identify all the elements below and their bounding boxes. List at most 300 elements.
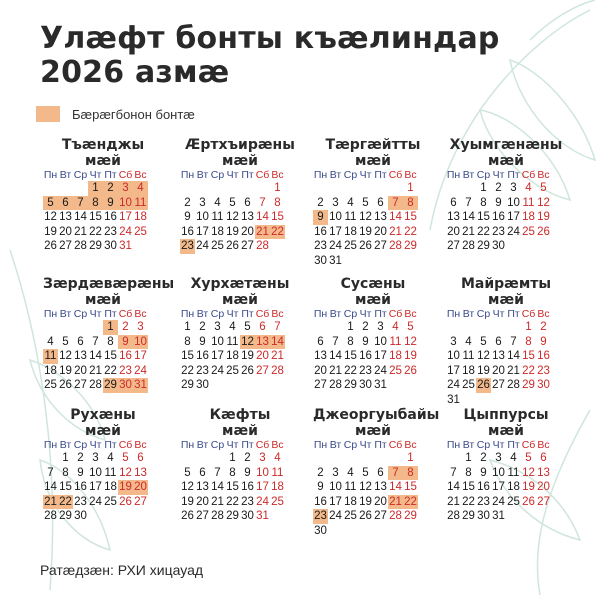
day-cell: 25	[134, 225, 147, 238]
weekday-label: Сб	[521, 308, 536, 320]
day-cell: 15	[89, 211, 102, 223]
day-cell: 30	[196, 379, 209, 391]
day-cell: 3	[199, 196, 206, 209]
day-cell: 11	[104, 466, 117, 479]
day-cell: 10	[329, 481, 342, 493]
day-cell: 15	[404, 481, 417, 493]
month-title-line: Зæрдæвæрæны	[43, 276, 175, 292]
weekday-label: Сб	[118, 308, 133, 320]
week-row	[43, 480, 163, 495]
weekday-label: Вт	[329, 439, 342, 451]
day-cell: 28	[271, 364, 284, 377]
week-row	[43, 320, 163, 335]
weekday-header	[43, 308, 163, 320]
day-cell: 24	[196, 240, 209, 252]
weekday-label: Пт	[104, 308, 117, 320]
day-cell: 5	[62, 335, 69, 348]
empty-cell	[491, 393, 506, 408]
day-cell: 9	[118, 335, 133, 350]
day-cell: 8	[184, 335, 191, 348]
month-title-line: Рухæны	[70, 407, 136, 423]
empty-cell	[388, 524, 403, 539]
weekday-header	[180, 439, 300, 451]
day-cell: 21	[271, 350, 284, 362]
empty-cell	[195, 451, 210, 466]
day-cell: 30	[241, 510, 254, 522]
empty-cell	[88, 320, 103, 335]
empty-cell	[358, 451, 373, 466]
weekday-label: Пн	[446, 308, 461, 320]
day-cell: 31	[492, 510, 505, 522]
weekday-label: Вс	[134, 169, 147, 181]
weekday-label: Вс	[404, 439, 417, 451]
empty-cell	[491, 320, 506, 335]
week-row	[43, 349, 163, 364]
day-cell: 7	[274, 321, 281, 333]
day-cell: 19	[59, 364, 72, 377]
day-cell: 22	[89, 225, 102, 238]
day-cell: 8	[62, 466, 69, 479]
month-title-line: Майрæмты	[460, 276, 552, 292]
day-cell: 9	[244, 466, 251, 479]
day-cell: 18	[271, 481, 284, 493]
day-cell: 20	[241, 225, 254, 238]
day-cell: 30	[74, 510, 87, 522]
day-cell: 2	[103, 181, 118, 196]
day-cell: 20	[314, 364, 327, 377]
day-cell: 25	[104, 495, 117, 508]
day-cell: 18	[344, 495, 357, 508]
day-cell: 7	[388, 196, 403, 211]
day-cell: 7	[259, 196, 266, 209]
day-cell: 11	[226, 335, 239, 348]
day-cell: 18	[104, 481, 117, 493]
day-cell: 31	[134, 379, 147, 391]
month-title	[180, 407, 300, 439]
day-cell: 13	[314, 350, 327, 362]
day-cell: 4	[214, 196, 221, 209]
day-cell: 9	[77, 466, 84, 479]
day-cell: 11	[344, 481, 357, 493]
day-cell: 28	[74, 240, 87, 252]
weekday-header	[180, 308, 300, 320]
weekday-label: Чт	[89, 308, 102, 320]
weekday-label: Чт	[359, 439, 372, 451]
day-cell: 29	[462, 510, 475, 522]
day-cell: 6	[199, 466, 206, 479]
month-title-line: Сусæны	[340, 276, 406, 292]
day-cell: 21	[74, 225, 87, 238]
day-cell: 5	[407, 321, 414, 333]
weekday-header	[43, 169, 163, 181]
day-cell: 23	[196, 364, 209, 377]
day-cell: 13	[374, 211, 387, 223]
day-cell: 2	[122, 321, 129, 333]
empty-cell	[358, 524, 373, 539]
day-cell: 5	[244, 321, 251, 333]
day-cell: 27	[74, 379, 87, 391]
day-cell: 6	[317, 335, 324, 348]
day-cell: 1	[347, 321, 354, 333]
legend	[36, 106, 195, 122]
day-cell: 10	[134, 335, 147, 348]
month-title-line: Кæфты	[209, 407, 271, 423]
day-cell: 21	[329, 364, 342, 377]
day-cell: 30	[314, 254, 327, 267]
day-cell: 26	[119, 495, 132, 508]
day-cell: 18	[522, 211, 535, 223]
weekday-label: Пт	[241, 439, 254, 451]
day-cell: 5	[43, 196, 58, 211]
day-cell: 19	[404, 350, 417, 362]
month-title	[446, 407, 566, 439]
day-cell: 15	[181, 350, 194, 362]
month-6	[180, 276, 300, 393]
day-cell: 6	[540, 452, 547, 464]
day-cell: 4	[347, 196, 354, 209]
week-row	[313, 509, 433, 524]
day-cell: 29	[226, 510, 239, 522]
day-cell: 29	[404, 510, 417, 522]
week-row	[313, 495, 433, 510]
empty-cell	[240, 181, 255, 196]
day-cell: 20	[74, 364, 87, 377]
day-cell: 12	[537, 196, 550, 209]
day-cell: 14	[44, 481, 57, 493]
day-cell: 19	[44, 225, 57, 238]
empty-cell	[58, 320, 73, 335]
weekday-label: Вс	[537, 308, 550, 320]
day-cell: 15	[344, 350, 357, 362]
day-cell: 6	[58, 196, 73, 211]
week-row	[313, 254, 433, 269]
day-cell: 25	[226, 364, 239, 377]
weekday-label: Вс	[271, 439, 284, 451]
empty-cell	[210, 378, 225, 393]
day-cell: 27	[537, 495, 550, 508]
day-cell: 25	[522, 225, 535, 238]
month-2	[180, 137, 300, 254]
weekday-label: Ср	[210, 308, 225, 320]
day-cell: 1	[480, 182, 487, 194]
weekday-label: Вс	[271, 169, 284, 181]
week-row	[446, 196, 566, 211]
empty-cell	[313, 451, 328, 466]
week-row	[446, 210, 566, 225]
day-cell: 9	[540, 335, 547, 348]
day-cell: 8	[88, 196, 103, 211]
weekday-label: Чт	[359, 169, 372, 181]
weekday-label: Вс	[537, 169, 550, 181]
week-row	[313, 239, 433, 254]
day-cell: 4	[229, 321, 236, 333]
month-1	[43, 137, 163, 254]
day-cell: 1	[103, 320, 118, 335]
day-cell: 24	[329, 240, 342, 252]
day-cell: 19	[522, 481, 535, 493]
weekday-label: Вт	[196, 169, 209, 181]
empty-cell	[343, 524, 358, 539]
weekday-label: Чт	[89, 439, 102, 451]
empty-cell	[373, 254, 388, 269]
empty-cell	[536, 509, 551, 524]
month-title	[446, 137, 566, 169]
day-cell: 27	[314, 379, 327, 391]
empty-cell	[388, 378, 403, 393]
weekday-label: Вс	[134, 439, 147, 451]
day-cell: 6	[259, 321, 266, 333]
day-cell: 20	[196, 495, 209, 508]
weekday-label: Ср	[73, 308, 88, 320]
day-cell: 10	[119, 196, 132, 209]
weekday-label: Вт	[59, 169, 72, 181]
day-cell: 1	[88, 181, 103, 196]
day-cell: 11	[211, 211, 224, 223]
weekday-label: Пт	[507, 308, 520, 320]
day-cell: 13	[59, 211, 72, 223]
week-row	[43, 378, 163, 393]
day-cell: 12	[181, 481, 194, 493]
weekday-label: Пт	[374, 439, 387, 451]
day-cell: 21	[211, 495, 224, 508]
day-cell: 8	[107, 335, 114, 348]
day-cell: 2	[244, 452, 251, 464]
day-cell: 28	[389, 510, 402, 522]
week-row	[43, 364, 163, 379]
week-row	[180, 196, 300, 211]
week-row	[43, 466, 163, 481]
month-title	[180, 276, 300, 308]
day-cell: 3	[118, 181, 133, 196]
day-cell: 3	[510, 182, 517, 194]
empty-cell	[358, 254, 373, 269]
week-row	[180, 480, 300, 495]
empty-cell	[461, 393, 476, 408]
empty-cell	[225, 378, 240, 393]
weekday-label: Вс	[404, 308, 417, 320]
empty-cell	[328, 181, 343, 196]
empty-cell	[536, 393, 551, 408]
day-cell: 14	[271, 335, 284, 348]
empty-cell	[373, 451, 388, 466]
month-title	[43, 407, 163, 439]
day-cell: 2	[77, 452, 84, 464]
day-cell: 2	[495, 182, 502, 194]
empty-cell	[506, 509, 521, 524]
day-cell: 16	[314, 495, 327, 508]
day-cell: 9	[362, 335, 369, 348]
day-cell: 30	[119, 379, 132, 391]
week-row	[43, 451, 163, 466]
day-cell: 22	[344, 364, 357, 377]
weekday-label: Вт	[329, 169, 342, 181]
day-cell: 9	[480, 466, 487, 479]
day-cell: 10	[374, 335, 387, 348]
month-title-line: мæй	[488, 292, 524, 308]
day-cell: 26	[522, 495, 535, 508]
day-cell: 9	[317, 481, 324, 493]
week-row	[43, 335, 163, 350]
day-cell: 3	[332, 466, 339, 479]
day-cell: 12	[359, 211, 372, 223]
day-cell: 12	[44, 211, 57, 223]
day-cell: 1	[274, 182, 281, 194]
empty-cell	[403, 378, 418, 393]
empty-cell	[506, 239, 521, 254]
weekday-label: Сб	[388, 169, 403, 181]
empty-cell	[521, 393, 536, 408]
weekday-label: Чт	[492, 439, 505, 451]
month-title-line: мæй	[488, 423, 524, 439]
empty-cell	[521, 509, 536, 524]
day-cell: 11	[522, 196, 535, 209]
weekday-label: Пт	[507, 439, 520, 451]
weekday-label: Вс	[404, 169, 417, 181]
weekday-label: Сб	[118, 169, 133, 181]
empty-cell	[343, 451, 358, 466]
day-cell: 25	[211, 240, 224, 252]
day-cell: 24	[447, 379, 460, 391]
week-row	[313, 466, 433, 481]
empty-cell	[43, 451, 58, 466]
day-cell: 3	[377, 321, 384, 333]
week-row	[446, 466, 566, 481]
weekday-label: Сб	[388, 439, 403, 451]
empty-cell	[88, 509, 103, 524]
day-cell: 16	[74, 481, 87, 493]
day-cell: 31	[119, 240, 132, 252]
weekday-label: Вт	[196, 439, 209, 451]
day-cell: 6	[450, 196, 457, 209]
day-cell: 10	[89, 466, 102, 479]
empty-cell	[225, 181, 240, 196]
day-cell: 5	[229, 196, 236, 209]
week-row	[446, 495, 566, 510]
weekday-label: Пт	[241, 308, 254, 320]
week-row	[313, 349, 433, 364]
empty-cell	[446, 320, 461, 335]
day-cell: 27	[374, 510, 387, 522]
weekday-label: Вт	[59, 439, 72, 451]
month-9	[43, 407, 163, 524]
empty-cell	[313, 181, 328, 196]
week-row	[313, 225, 433, 240]
day-cell: 29	[89, 240, 102, 252]
day-cell: 24	[492, 495, 505, 508]
empty-cell	[506, 393, 521, 408]
day-cell: 7	[450, 466, 457, 479]
day-cell: 20	[59, 225, 72, 238]
weekday-label: Пн	[313, 308, 328, 320]
empty-cell	[73, 181, 88, 196]
day-cell: 14	[507, 350, 520, 362]
day-cell: 29	[477, 240, 490, 252]
day-cell: 23	[477, 495, 490, 508]
weekday-label: Пт	[374, 308, 387, 320]
week-row	[180, 181, 300, 196]
day-cell: 4	[347, 466, 354, 479]
weekday-header	[446, 169, 566, 181]
day-cell: 7	[214, 466, 221, 479]
day-cell: 21	[256, 225, 269, 238]
weekday-label: Ср	[343, 308, 358, 320]
day-cell: 17	[196, 225, 209, 238]
day-cell: 22	[226, 495, 239, 508]
day-cell: 2	[540, 321, 547, 333]
day-cell: 26	[44, 240, 57, 252]
weekday-label: Вт	[462, 169, 475, 181]
day-cell: 25	[389, 364, 402, 377]
day-cell: 7	[388, 466, 403, 481]
week-row	[43, 495, 163, 510]
day-cell: 26	[537, 225, 550, 238]
empty-cell	[446, 181, 461, 196]
day-cell: 4	[392, 321, 399, 333]
empty-cell	[313, 320, 328, 335]
empty-cell	[328, 451, 343, 466]
day-cell: 17	[507, 211, 520, 223]
weekday-label: Пн	[43, 439, 58, 451]
day-cell: 5	[480, 335, 487, 348]
day-cell: 14	[462, 211, 475, 223]
empty-cell	[240, 378, 255, 393]
day-cell: 8	[403, 466, 418, 481]
day-cell: 3	[259, 452, 266, 464]
day-cell: 31	[256, 510, 269, 522]
week-row	[446, 393, 566, 408]
day-cell: 13	[196, 481, 209, 493]
weekday-label: Чт	[492, 169, 505, 181]
day-cell: 4	[274, 452, 281, 464]
week-row	[43, 196, 163, 211]
month-11	[313, 407, 440, 538]
source-note: Ратæдзæн: РХИ хицауад	[40, 562, 204, 578]
day-cell: 6	[244, 196, 251, 209]
day-cell: 12	[477, 350, 490, 362]
weekday-label: Вс	[537, 439, 550, 451]
day-cell: 26	[59, 379, 72, 391]
day-cell: 22	[522, 364, 535, 377]
week-row	[446, 181, 566, 196]
day-cell: 21	[89, 364, 102, 377]
weekday-label: Сб	[521, 439, 536, 451]
weekday-label: Пт	[104, 169, 117, 181]
day-cell: 19	[537, 211, 550, 223]
week-row	[446, 509, 566, 524]
week-row	[446, 239, 566, 254]
day-cell: 17	[492, 481, 505, 493]
day-cell: 16	[241, 481, 254, 493]
day-cell: 17	[374, 350, 387, 362]
day-cell: 29	[181, 379, 194, 391]
week-row	[313, 378, 433, 393]
day-cell: 26	[359, 510, 372, 522]
day-cell: 24	[211, 364, 224, 377]
month-title-line: мæй	[355, 423, 391, 439]
day-cell: 3	[137, 321, 144, 333]
day-cell: 7	[510, 335, 517, 348]
weekday-label: Пн	[180, 439, 195, 451]
week-row	[446, 378, 566, 393]
day-cell: 25	[271, 495, 284, 508]
day-cell: 27	[447, 240, 460, 252]
day-cell: 15	[59, 481, 72, 493]
month-title-line: Хурхæтæны	[190, 276, 290, 292]
day-cell: 11	[389, 335, 402, 348]
weekday-label: Ср	[73, 169, 88, 181]
day-cell: 20	[374, 225, 387, 238]
empty-cell	[210, 181, 225, 196]
